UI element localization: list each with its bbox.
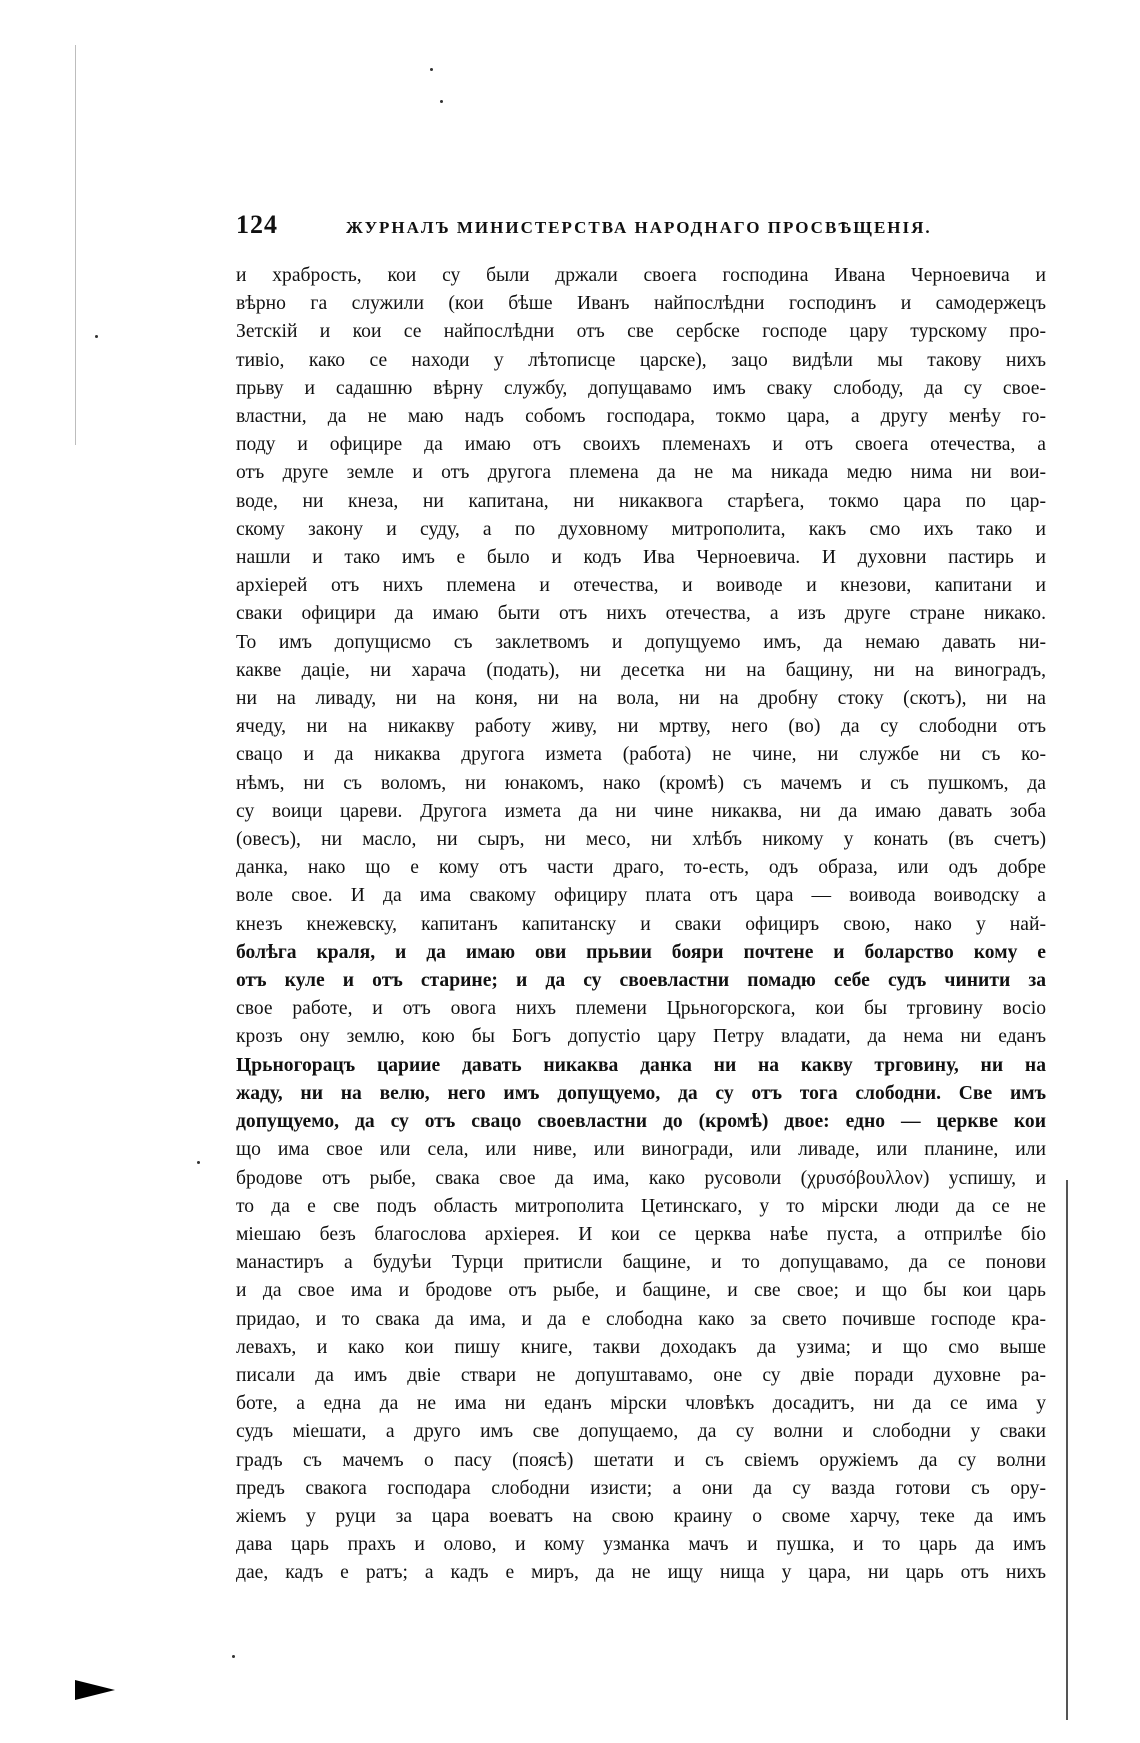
text-line: свое работе, и отъ овога нихъ племени Црьногорскога, кои бы трговину восіо <box>236 998 1046 1020</box>
text-line: мiешаю безъ благослова архіерея. И кои се церква наѣе пуста, а отприлѣе біо <box>236 1223 1046 1245</box>
text-line: боте, а една да не има ни еданъ мірски чловѣкъ досадитъ, ни да се има у <box>236 1393 1046 1415</box>
running-head <box>236 210 1046 250</box>
scan-speck <box>440 100 443 103</box>
text-line: левахъ, и како кои пишу книге, такви доходакъ да узима; и що смо выше <box>236 1336 1046 1358</box>
text-line: нѣмъ, ни съ воломъ, ни юнакомъ, нако (кромѣ) съ мачемъ и съ пушкомъ, да <box>236 772 1046 794</box>
scan-speck <box>430 68 433 71</box>
scan-speck <box>232 1655 235 1658</box>
text-line: жіемъ у руци за цара воеватъ на свою крaину о своме харчу, теке да имъ <box>236 1505 1046 1527</box>
text-line: ни на ливаду, ни на коня, ни на вола, ни на дробну стоку (скотъ), ни на <box>236 688 1046 710</box>
text-line: Зетскій и кои се найпослѣдни отъ све сербске господе цару турскому про- <box>236 321 1046 343</box>
text-line: манастиръ а будуѣи Турци притисли бащине, и то допущавамо, да се понови <box>236 1252 1046 1274</box>
margin-arrow-icon <box>75 1680 115 1700</box>
left-margin-rule <box>75 45 76 445</box>
text-line: поду и официре да имаю отъ своихъ племенахъ и отъ своега отечества, а <box>236 434 1046 456</box>
text-line: допущуемо, да су отъ свацо своевластни до (кромѣ) двое: едно — церкве кои <box>236 1111 1046 1133</box>
scan-speck <box>197 1161 200 1164</box>
text-line: властни, да не маю надъ собомъ господара, токмо цара, а другу менѣу го- <box>236 406 1046 428</box>
text-line: що има свое или села, или ниве, или виногради, или ливаде, или планине, или <box>236 1139 1046 1161</box>
text-line: и храбрость, кои су были држали своега господина Ивана Черноевича и <box>236 265 1046 286</box>
text-line: кнезъ кнежевску, капитанъ капитанску и сваки официръ свою, нако у най- <box>236 913 1046 935</box>
text-line: придао, и то свака да има, и да е слободна како за свето почивше господе кра- <box>236 1308 1046 1330</box>
text-line: вѣрно га служили (кои бѣше Иванъ найпослѣдни господинъ и самодержецъ <box>236 293 1046 315</box>
text-line: сваки официри да имаю быти отъ нихъ отечества, а изъ друге стране никако. <box>236 603 1046 625</box>
text-line: жаду, ни на велю, него имъ допущуемо, да су отъ тога слободни. Све имъ <box>236 1082 1046 1104</box>
text-line: свацо и да никаква другога измета (работа) не чине, ни службе ни съ ко- <box>236 744 1046 766</box>
text-line: крозъ ону землю, кою бы Богъ допустіо цару Петру владати, да нема ни еданъ <box>236 1026 1046 1048</box>
text-line: Црьногорацъ цариие давать никаква данка ни на какву трговину, ни на <box>236 1054 1046 1076</box>
text-line: нашли и тако имъ е было и кодъ Ива Черноевича. И духовни пастирь и <box>236 547 1046 569</box>
text-line: и да свое има и бродове отъ рыбе, и бащине, и све свое; и що бы кои царь <box>236 1280 1046 1302</box>
text-line: прьву и садашню вѣрну службу, допущавамо имъ свaку слободу, да су свое- <box>236 377 1046 399</box>
text-line: тивіо, како се находи у лѣтописце царске), зацо видѣли мы такову нихъ <box>236 349 1046 371</box>
text-line: данка, нако що е кому отъ части драго, то-есть, одъ образа, или одъ добре <box>236 857 1046 879</box>
text-line: то да е све подъ область митрополита Цетинскаго, у то мірски люди да се не <box>236 1195 1046 1217</box>
text-line: воде, ни кнеза, ни капитана, ни никаквога старѣега, токмо цара по цар- <box>236 490 1046 512</box>
text-line: дае, кадъ е ратъ; а кадъ е миръ, да не ищу нища у цара, ни царь отъ нихъ <box>236 1562 1046 1584</box>
text-line: градъ съ мачемъ о пасу (поясѣ) шетати и съ свіемъ оружіемъ да су волни <box>236 1449 1046 1471</box>
text-line: болѣга краля, и да имаю ови прьвии бояри почтене и боларство кому е <box>236 941 1046 963</box>
scan-speck <box>95 335 98 338</box>
body-text <box>236 262 1046 1588</box>
text-line: писали да имъ двіе ствари не допуштавамо, оне су двіе поради духовне ра- <box>236 1364 1046 1386</box>
text-line: ячеду, ни на никакву работу живу, ни мртву, него (во) да су слободни отъ <box>236 716 1046 738</box>
text-line: дава царь прахъ и олово, и кому узманка мачъ и пушка, и то царь да имъ <box>236 1534 1046 1556</box>
text-line: предъ свакога господара слободни изисти; а они да су вазда готови съ ору- <box>236 1477 1046 1499</box>
text-line: бродове отъ рыбе, свака свое да има, како русоволи (χρυσόβουλλον) успишу, и <box>236 1167 1046 1189</box>
text-line: су воици цареви. Другога измета да ни чине никаква, ни да имаю давать зоба <box>236 800 1046 822</box>
text-line: отъ куле и отъ старине; и да су своевластни помадю себе судъ чинити за <box>236 970 1046 992</box>
book-page <box>236 210 1046 1588</box>
text-line: отъ друге земле и отъ другога племена да не ма никада медю нима ни вои- <box>236 462 1046 484</box>
right-margin-rule <box>1066 1180 1068 1720</box>
page-number: 124 <box>236 210 278 239</box>
text-line: судъ міешати, а друго имъ све допущаемо, да су волни и слободни у сваки <box>236 1421 1046 1443</box>
text-line: архіерей отъ нихъ племена и отечества, и воиводе и кнезови, капитани и <box>236 575 1046 597</box>
text-line: какве даціе, ни харача (подать), ни десетка ни на бащину, ни на виноградъ, <box>236 659 1046 681</box>
text-line: воле свое. И да има свакому официру плата отъ цара — воивода воиводску а <box>236 885 1046 907</box>
text-line: (овесъ), ни масло, ни сыръ, ни месо, ни хлѣбъ никому у конать (въ счетъ) <box>236 829 1046 851</box>
text-line: скому закону и суду, а по духовному митрополита, какъ смо ихъ тако и <box>236 518 1046 540</box>
text-line: То имъ допущисмо съ заклетвомъ и допущуемо имъ, да немаю давать ни- <box>236 631 1046 653</box>
journal-title: ЖУРНАЛЪ МИНИСТЕРСТВА НАРОДНАГО ПРОСВѢЩЕНІЯ. <box>346 218 932 237</box>
